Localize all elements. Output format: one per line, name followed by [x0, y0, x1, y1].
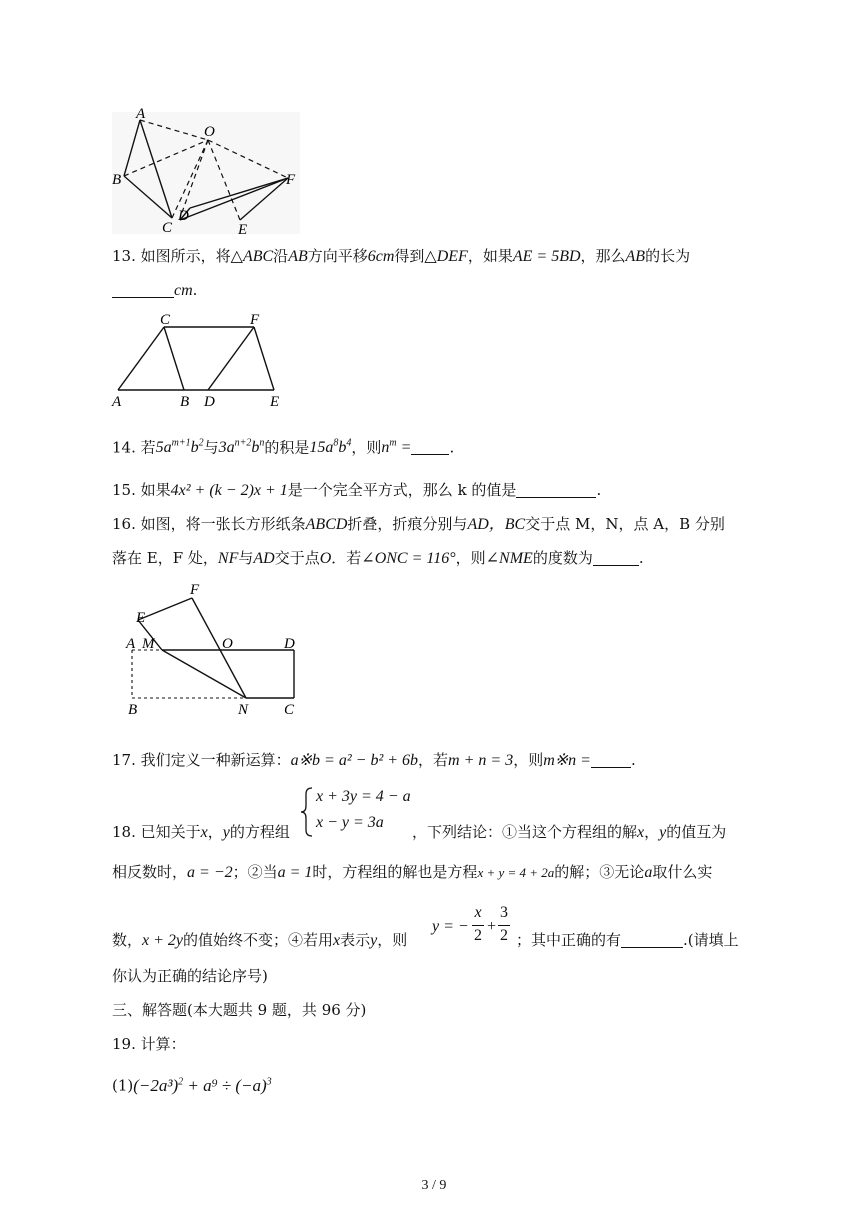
q18-line1-left: 18. 已知关于x，y的方程组	[112, 823, 290, 841]
q16-line2: 落在 E，F 处，NF与AD交于点O．若∠ONC = 116°，则∠NME的度数为 .	[112, 549, 644, 567]
figure-fold-triangles	[108, 104, 308, 236]
label-A: A	[126, 636, 136, 652]
label-B: B	[180, 394, 190, 410]
answer-blank	[516, 481, 596, 498]
label-M: M	[142, 636, 155, 652]
q14: 14. 若$5a^{m+1}b^2$与$3a^{n+2}b^n$的积是$15a^8b^4$，则$n^m$ = .	[112, 438, 455, 457]
figure-q16-folded-strip	[118, 580, 314, 716]
page-number: 3 / 9	[421, 1178, 447, 1193]
q18-line3-right: ；其中正确的有 .(请填上	[516, 931, 739, 949]
answer-blank	[411, 438, 449, 455]
label-A: A	[112, 394, 122, 410]
answer-blank	[112, 281, 174, 298]
label-C: C	[284, 702, 295, 716]
label-F: F	[190, 582, 200, 598]
q16-line1: 16. 如图，将一张长方形纸条ABCD折叠，折痕分别与AD，BC交于点 M，N，点 A，B 分别	[112, 515, 725, 533]
label-F: F	[286, 172, 296, 188]
label-E: E	[136, 610, 146, 626]
label-F: F	[250, 312, 260, 328]
q18-line4: 你认为正确的结论序号)	[112, 967, 268, 985]
label-D: D	[284, 636, 295, 652]
answer-blank	[591, 751, 631, 768]
label-D: D	[178, 208, 189, 224]
label-N: N	[238, 702, 249, 716]
answer-blank	[621, 931, 683, 948]
q19: 19. 计算：	[112, 1035, 186, 1053]
figure-q13-translation	[108, 310, 294, 410]
answer-blank	[593, 549, 639, 566]
q18-line3: 数，x + 2y的值始终不变；④若用x表示y，则	[112, 931, 408, 949]
q13-line1: 13. 如图所示，将△ABC沿AB方向平移6cm得到△DEF，如果AE = 5BD，那么AB的长为	[112, 247, 691, 265]
q19-part1: $(1)(-2a^3)^2 + a^9 \div (-a)^3$	[112, 1075, 272, 1095]
q18-line2: 相反数时，a = −2；②当a = 1时，方程组的解也是方程x + y = 4 + 2a的解；③无论a取什么实	[112, 863, 713, 881]
label-B: B	[112, 172, 122, 188]
label-D: D	[204, 394, 215, 410]
q15: 15. 如果4x² + (k − 2)x + 1是一个完全平方式，那么 k 的值是 .	[112, 481, 602, 499]
q18-line1-right: ，下列结论：①当这个方程组的解x，y的值互为	[412, 823, 727, 841]
q18-equation-system: x + 3y = 4 − a x − y = 3a	[300, 786, 430, 838]
label-C: C	[162, 220, 173, 236]
label-A: A	[136, 106, 146, 122]
label-O: O	[204, 124, 215, 140]
label-E: E	[238, 222, 248, 236]
brace-icon	[300, 786, 316, 838]
q17: 17. 我们定义一种新运算：a※b = a² − b² + 6b，若m + n = 3，则m※n = .	[112, 751, 636, 769]
label-E: E	[270, 394, 280, 410]
label-O: O	[222, 636, 233, 652]
q13-line2: cm.	[112, 280, 197, 301]
label-B: B	[128, 702, 138, 716]
section-heading: 三、解答题(本大题共 9 题，共 96 分)	[112, 1001, 367, 1019]
label-C: C	[160, 312, 171, 328]
